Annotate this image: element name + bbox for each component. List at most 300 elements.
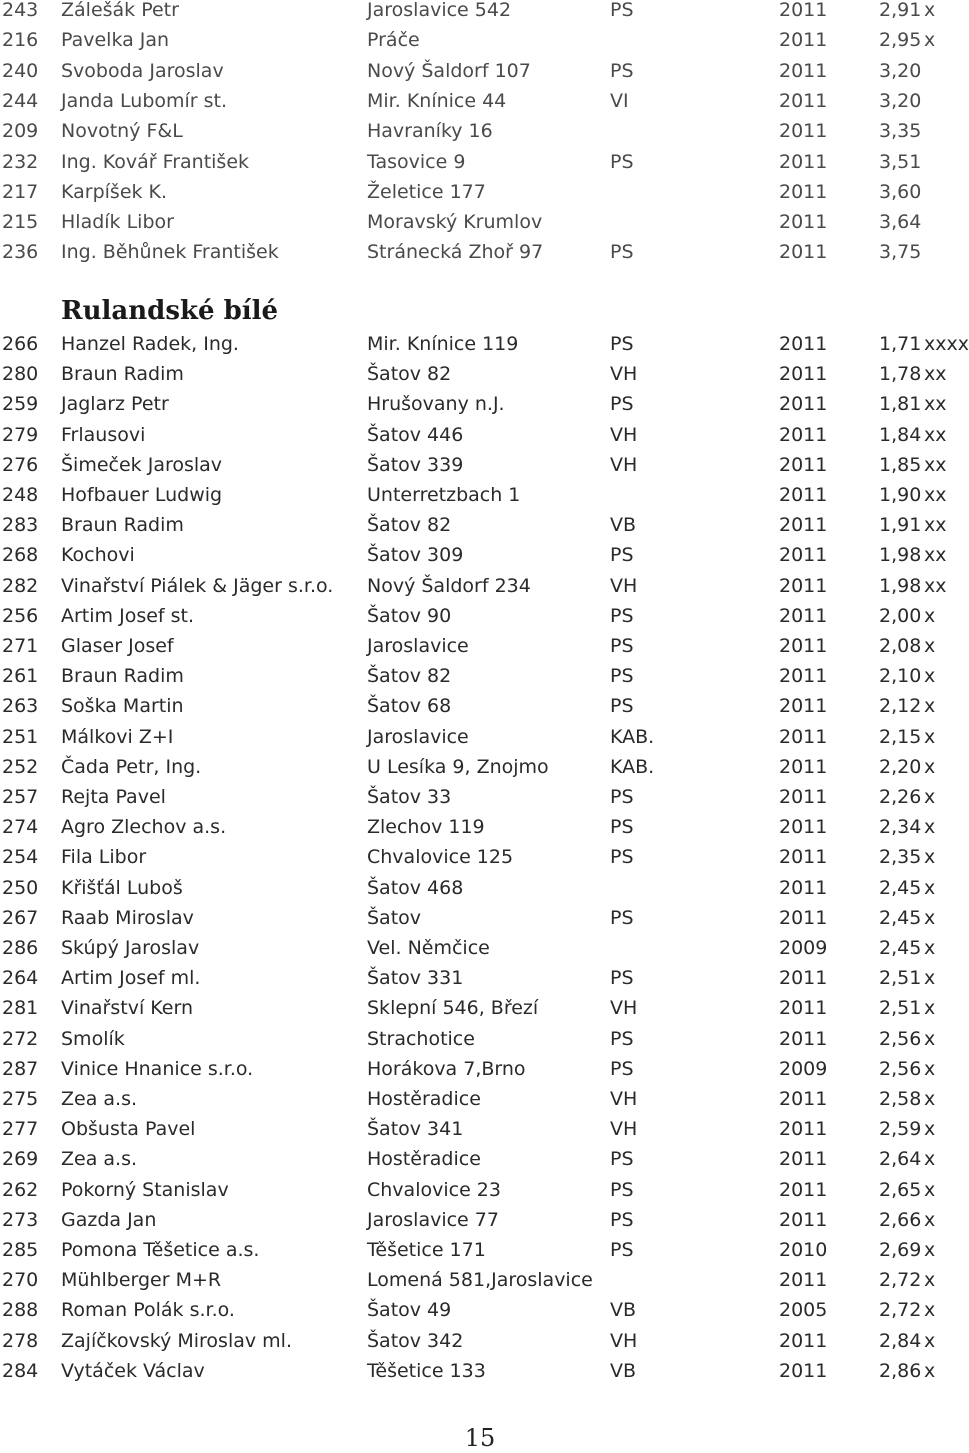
rating-marks: xx	[924, 393, 947, 416]
exhibitor-name: Gazda Jan	[61, 1208, 157, 1231]
table-row	[0, 207, 960, 237]
vintage-year: 2011	[779, 484, 828, 506]
entry-number: 240	[2, 59, 39, 82]
vintage-year: 2011	[779, 0, 828, 21]
score: 3,35	[879, 120, 922, 143]
table-row	[0, 1265, 960, 1295]
wine-category: VI	[610, 89, 629, 112]
table-row	[0, 691, 960, 721]
score: 2,51	[879, 967, 922, 990]
exhibitor-name: Ing. Kovář František	[61, 150, 250, 173]
entry-number: 286	[2, 937, 39, 959]
entry-number: 281	[2, 997, 39, 1020]
rating-marks: x	[924, 1329, 936, 1352]
table-row	[0, 116, 960, 146]
table-row	[0, 480, 960, 510]
table-row	[0, 1175, 960, 1205]
table-row	[0, 1144, 960, 1174]
score: 2,26	[879, 786, 922, 808]
exhibitor-address: Tasovice 9	[367, 150, 466, 173]
wine-category: VH	[610, 423, 638, 446]
wine-category: VH	[610, 1329, 638, 1352]
rating-marks: x	[924, 1118, 936, 1141]
rating-marks: x	[924, 635, 936, 657]
rating-marks: x	[924, 876, 936, 899]
exhibitor-name: Roman Polák s.r.o.	[61, 1299, 235, 1322]
rating-marks: x	[924, 1057, 936, 1080]
exhibitor-name: Janda Lubomír st.	[61, 89, 228, 112]
vintage-year: 2011	[779, 604, 828, 627]
wine-category: VH	[610, 997, 638, 1020]
vintage-year: 2011	[779, 1359, 828, 1382]
score: 2,12	[879, 695, 922, 718]
entry-number: 251	[2, 725, 39, 748]
table-row	[0, 873, 960, 903]
table-row	[0, 571, 960, 601]
score: 3,64	[879, 211, 922, 234]
exhibitor-name: Karpíšek K.	[61, 180, 168, 203]
wine-category: KAB.	[610, 725, 655, 748]
vintage-year: 2011	[779, 635, 828, 657]
vintage-year: 2011	[779, 393, 828, 416]
table-row	[0, 389, 960, 419]
score: 1,78	[879, 363, 922, 386]
entry-number: 243	[2, 0, 39, 21]
rating-marks: x	[924, 1027, 936, 1050]
score: 1,71	[879, 333, 922, 355]
entry-number: 217	[2, 180, 39, 203]
entry-number: 244	[2, 89, 39, 112]
table-row	[0, 420, 960, 450]
exhibitor-address: Mir. Knínice 44	[367, 89, 507, 112]
wine-category: VH	[610, 1088, 638, 1110]
table-row	[0, 540, 960, 570]
score: 2,00	[879, 604, 922, 627]
rating-marks: x	[924, 604, 936, 627]
exhibitor-name: Vinařství Kern	[61, 997, 193, 1020]
vintage-year: 2011	[779, 695, 828, 718]
score: 1,91	[879, 514, 922, 537]
table-row	[0, 782, 960, 812]
entry-number: 275	[2, 1088, 39, 1110]
wine-category: PS	[610, 1027, 634, 1050]
rating-marks: x	[924, 1239, 936, 1261]
table-row	[0, 722, 960, 752]
exhibitor-name: Braun Radim	[61, 665, 184, 688]
wine-category: VH	[610, 453, 638, 476]
exhibitor-name: Raab Miroslav	[61, 906, 194, 929]
exhibitor-address: Šatov 82	[367, 514, 452, 537]
vintage-year: 2011	[779, 1178, 828, 1201]
exhibitor-address: Šatov 341	[367, 1118, 464, 1141]
vintage-year: 2011	[779, 906, 828, 929]
exhibitor-name: Kochovi	[61, 544, 135, 567]
exhibitor-address: Lomená 581,Jaroslavice	[367, 1269, 593, 1292]
score: 2,45	[879, 906, 922, 929]
exhibitor-name: Čada Petr, Ing.	[61, 755, 202, 778]
exhibitor-name: Agro Zlechov a.s.	[61, 816, 227, 839]
vintage-year: 2011	[779, 363, 828, 386]
entry-number: 272	[2, 1027, 39, 1050]
exhibitor-address: Vel. Němčice	[367, 937, 490, 959]
exhibitor-name: Mühlberger M+R	[61, 1269, 222, 1292]
exhibitor-name: Fila Libor	[61, 846, 147, 869]
score: 3,20	[879, 89, 922, 112]
wine-category: PS	[610, 241, 634, 264]
entry-number: 261	[2, 665, 39, 688]
vintage-year: 2011	[779, 1088, 828, 1110]
table-row	[0, 1295, 960, 1325]
entry-number: 250	[2, 876, 39, 899]
score: 2,84	[879, 1329, 922, 1352]
exhibitor-name: Pavelka Jan	[61, 29, 170, 52]
exhibitor-address: Horákova 7,Brno	[367, 1057, 526, 1080]
entry-number: 270	[2, 1269, 39, 1292]
rating-marks: x	[924, 725, 936, 748]
exhibitor-address: Jaroslavice 542	[367, 0, 512, 21]
score: 1,85	[879, 453, 922, 476]
exhibitor-address: Práče	[367, 29, 420, 52]
vintage-year: 2011	[779, 89, 828, 112]
exhibitor-address: Šatov 90	[367, 604, 452, 627]
wine-category: PS	[610, 1239, 634, 1261]
exhibitor-name: Pokorný Stanislav	[61, 1178, 229, 1201]
entry-number: 254	[2, 846, 39, 869]
rating-marks: xx	[924, 423, 947, 446]
wine-category: PS	[610, 665, 634, 688]
vintage-year: 2011	[779, 665, 828, 688]
vintage-year: 2011	[779, 180, 828, 203]
table-row	[0, 329, 969, 359]
wine-category: PS	[610, 1178, 634, 1201]
score: 2,34	[879, 816, 922, 839]
table-row	[0, 601, 960, 631]
wine-category: PS	[610, 59, 634, 82]
exhibitor-name: Glaser Josef	[61, 635, 174, 657]
exhibitor-address: Jaroslavice	[367, 635, 469, 657]
exhibitor-address: Šatov 309	[367, 544, 464, 567]
exhibitor-name: Zea a.s.	[61, 1088, 138, 1110]
vintage-year: 2011	[779, 120, 828, 143]
entry-number: 274	[2, 816, 39, 839]
exhibitor-name: Soška Martin	[61, 695, 184, 718]
entry-number: 264	[2, 967, 39, 990]
exhibitor-name: Braun Radim	[61, 514, 184, 537]
score: 1,84	[879, 423, 922, 446]
vintage-year: 2011	[779, 786, 828, 808]
wine-category: PS	[610, 967, 634, 990]
table-row	[0, 1235, 960, 1265]
score: 2,69	[879, 1239, 922, 1261]
exhibitor-name: Artim Josef ml.	[61, 967, 201, 990]
exhibitor-name: Artim Josef st.	[61, 604, 195, 627]
vintage-year: 2011	[779, 876, 828, 899]
table-row	[0, 631, 960, 661]
score: 2,86	[879, 1359, 922, 1382]
table-row	[0, 933, 960, 963]
exhibitor-address: Strachotice	[367, 1027, 475, 1050]
rating-marks: x	[924, 755, 936, 778]
score: 2,20	[879, 755, 922, 778]
vintage-year: 2011	[779, 816, 828, 839]
vintage-year: 2011	[779, 453, 828, 476]
exhibitor-name: Křišťál Luboš	[61, 876, 183, 899]
table-row	[0, 359, 960, 389]
entry-number: 257	[2, 786, 39, 808]
table-row	[0, 237, 960, 267]
rating-marks: x	[924, 906, 936, 929]
entry-number: 216	[2, 29, 39, 52]
rating-marks: x	[924, 1208, 936, 1231]
entry-number: 256	[2, 604, 39, 627]
entry-number: 248	[2, 484, 39, 506]
page-number: 15	[464, 1424, 496, 1452]
wine-category: PS	[610, 393, 634, 416]
table-row	[0, 812, 960, 842]
wine-category: PS	[610, 786, 634, 808]
vintage-year: 2011	[779, 1027, 828, 1050]
wine-category: PS	[610, 635, 634, 657]
exhibitor-name: Málkovi Z+I	[61, 725, 174, 748]
vintage-year: 2011	[779, 59, 828, 82]
rating-marks: x	[924, 1359, 936, 1382]
exhibitor-name: Braun Radim	[61, 363, 184, 386]
exhibitor-name: Jaglarz Petr	[61, 393, 169, 416]
rating-marks: x	[924, 1088, 936, 1110]
vintage-year: 2011	[779, 1329, 828, 1352]
exhibitor-address: Hostěradice	[367, 1088, 481, 1110]
vintage-year: 2011	[779, 333, 828, 355]
exhibitor-address: U Lesíka 9, Znojmo	[367, 755, 549, 778]
vintage-year: 2011	[779, 241, 828, 264]
exhibitor-address: Želetice 177	[367, 180, 486, 203]
score: 2,65	[879, 1178, 922, 1201]
table-row	[0, 450, 960, 480]
entry-number: 280	[2, 363, 39, 386]
entry-number: 273	[2, 1208, 39, 1231]
exhibitor-name: Pomona Těšetice a.s.	[61, 1239, 260, 1261]
score: 1,90	[879, 484, 922, 506]
wine-category: VB	[610, 514, 637, 537]
table-row	[0, 1084, 960, 1114]
table-row	[0, 147, 960, 177]
vintage-year: 2011	[779, 514, 828, 537]
vintage-year: 2011	[779, 1269, 828, 1292]
score: 2,58	[879, 1088, 922, 1110]
exhibitor-address: Šatov 331	[367, 967, 464, 990]
exhibitor-name: Skúpý Jaroslav	[61, 937, 200, 959]
score: 2,59	[879, 1118, 922, 1141]
exhibitor-address: Šatov 468	[367, 876, 464, 899]
score: 2,56	[879, 1057, 922, 1080]
vintage-year: 2011	[779, 846, 828, 869]
table-row	[0, 1054, 960, 1084]
table-row	[0, 56, 960, 86]
rating-marks: x	[924, 1178, 936, 1201]
rating-marks: xx	[924, 514, 947, 537]
score: 3,51	[879, 150, 922, 173]
table-row	[0, 1024, 960, 1054]
exhibitor-name: Vytáček Václav	[61, 1359, 205, 1382]
rating-marks: xx	[924, 574, 947, 597]
vintage-year: 2011	[779, 211, 828, 234]
exhibitor-address: Unterretzbach 1	[367, 484, 521, 506]
rating-marks: x	[924, 695, 936, 718]
score: 2,56	[879, 1027, 922, 1050]
exhibitor-address: Nový Šaldorf 234	[367, 574, 531, 597]
wine-category: VH	[610, 1118, 638, 1141]
score: 2,91	[879, 0, 922, 21]
wine-category: VB	[610, 1359, 637, 1382]
exhibitor-address: Šatov 49	[367, 1299, 452, 1322]
entry-number: 282	[2, 574, 39, 597]
entry-number: 266	[2, 333, 39, 355]
exhibitor-address: Sklepní 546, Březí	[367, 997, 539, 1020]
vintage-year: 2009	[779, 1057, 828, 1080]
exhibitor-address: Moravský Krumlov	[367, 211, 543, 234]
score: 1,98	[879, 574, 922, 597]
vintage-year: 2011	[779, 755, 828, 778]
wine-category: KAB.	[610, 755, 655, 778]
wine-category: PS	[610, 906, 634, 929]
table-row	[0, 25, 960, 55]
exhibitor-address: Šatov 82	[367, 363, 452, 386]
entry-number: 288	[2, 1299, 39, 1322]
exhibitor-address: Chvalovice 23	[367, 1178, 501, 1201]
vintage-year: 2011	[779, 1148, 828, 1171]
exhibitor-address: Havraníky 16	[367, 120, 493, 143]
vintage-year: 2011	[779, 544, 828, 567]
entry-number: 278	[2, 1329, 39, 1352]
entry-number: 209	[2, 120, 39, 143]
wine-category: PS	[610, 1057, 634, 1080]
table-row	[0, 177, 960, 207]
entry-number: 259	[2, 393, 39, 416]
rating-marks: xx	[924, 484, 947, 506]
exhibitor-name: Vinice Hnanice s.r.o.	[61, 1057, 254, 1080]
rating-marks: xxxx	[924, 333, 969, 355]
entry-number: 252	[2, 755, 39, 778]
table-row	[0, 842, 960, 872]
exhibitor-name: Hofbauer Ludwig	[61, 484, 223, 506]
entry-number: 263	[2, 695, 39, 718]
table-row	[0, 963, 960, 993]
rating-marks: x	[924, 665, 936, 688]
entry-number: 287	[2, 1057, 39, 1080]
entry-number: 283	[2, 514, 39, 537]
score: 2,64	[879, 1148, 922, 1171]
rating-marks: x	[924, 816, 936, 839]
rating-marks: x	[924, 29, 936, 52]
exhibitor-address: Jaroslavice 77	[367, 1208, 499, 1231]
score: 2,08	[879, 635, 922, 657]
wine-category: VH	[610, 574, 638, 597]
wine-category: PS	[610, 1208, 634, 1231]
wine-category: VH	[610, 363, 638, 386]
table-row	[0, 1356, 960, 1386]
exhibitor-address: Šatov	[367, 906, 422, 929]
vintage-year: 2009	[779, 937, 828, 959]
entry-number: 284	[2, 1359, 39, 1382]
entry-number: 285	[2, 1239, 39, 1261]
exhibitor-address: Nový Šaldorf 107	[367, 59, 531, 82]
score: 2,95	[879, 29, 922, 52]
rating-marks: x	[924, 937, 936, 959]
table-row	[0, 752, 960, 782]
wine-category: PS	[610, 695, 634, 718]
exhibitor-name: Zálešák Petr	[61, 0, 179, 21]
vintage-year: 2011	[779, 967, 828, 990]
table-row	[0, 993, 960, 1023]
entry-number: 276	[2, 453, 39, 476]
exhibitor-address: Chvalovice 125	[367, 846, 514, 869]
table-row	[0, 86, 960, 116]
table-row	[0, 1205, 960, 1235]
rating-marks: x	[924, 846, 936, 869]
rating-marks: xx	[924, 453, 947, 476]
exhibitor-address: Těšetice 171	[367, 1239, 486, 1261]
vintage-year: 2011	[779, 725, 828, 748]
wine-category: PS	[610, 150, 634, 173]
exhibitor-address: Mir. Knínice 119	[367, 333, 519, 355]
wine-category: PS	[610, 333, 634, 355]
rating-marks: x	[924, 967, 936, 990]
exhibitor-name: Obšusta Pavel	[61, 1118, 196, 1141]
wine-category: PS	[610, 846, 634, 869]
exhibitor-address: Jaroslavice	[367, 725, 469, 748]
rating-marks: x	[924, 1148, 936, 1171]
entry-number: 236	[2, 241, 39, 264]
rating-marks: x	[924, 1269, 936, 1292]
score: 2,45	[879, 876, 922, 899]
score: 2,72	[879, 1299, 922, 1322]
wine-category: VB	[610, 1299, 637, 1322]
exhibitor-name: Šimeček Jaroslav	[61, 453, 223, 476]
exhibitor-address: Šatov 446	[367, 423, 464, 446]
entry-number: 271	[2, 635, 39, 657]
vintage-year: 2011	[779, 423, 828, 446]
entry-number: 267	[2, 906, 39, 929]
rating-marks: xx	[924, 363, 947, 386]
wine-category: PS	[610, 1148, 634, 1171]
rating-marks: x	[924, 786, 936, 808]
exhibitor-address: Stránecká Zhoř 97	[367, 241, 544, 264]
score: 3,75	[879, 241, 922, 264]
rating-marks: x	[924, 0, 936, 21]
entry-number: 232	[2, 150, 39, 173]
exhibitor-name: Hanzel Radek, Ing.	[61, 333, 239, 355]
exhibitor-address: Hrušovany n.J.	[367, 393, 505, 416]
score: 2,35	[879, 846, 922, 869]
exhibitor-address: Těšetice 133	[367, 1359, 486, 1382]
exhibitor-name: Vinařství Piálek & Jäger s.r.o.	[61, 574, 334, 597]
vintage-year: 2011	[779, 574, 828, 597]
entry-number: 269	[2, 1148, 39, 1171]
score: 2,51	[879, 997, 922, 1020]
vintage-year: 2011	[779, 29, 828, 52]
wine-category: PS	[610, 0, 634, 21]
score: 2,66	[879, 1208, 922, 1231]
score: 3,20	[879, 59, 922, 82]
exhibitor-address: Šatov 342	[367, 1329, 464, 1352]
table-row	[0, 1114, 960, 1144]
score: 2,72	[879, 1269, 922, 1292]
wine-category: PS	[610, 604, 634, 627]
entry-number: 268	[2, 544, 39, 567]
vintage-year: 2005	[779, 1299, 828, 1322]
table-row	[0, 1326, 960, 1356]
exhibitor-name: Hladík Libor	[61, 211, 174, 234]
